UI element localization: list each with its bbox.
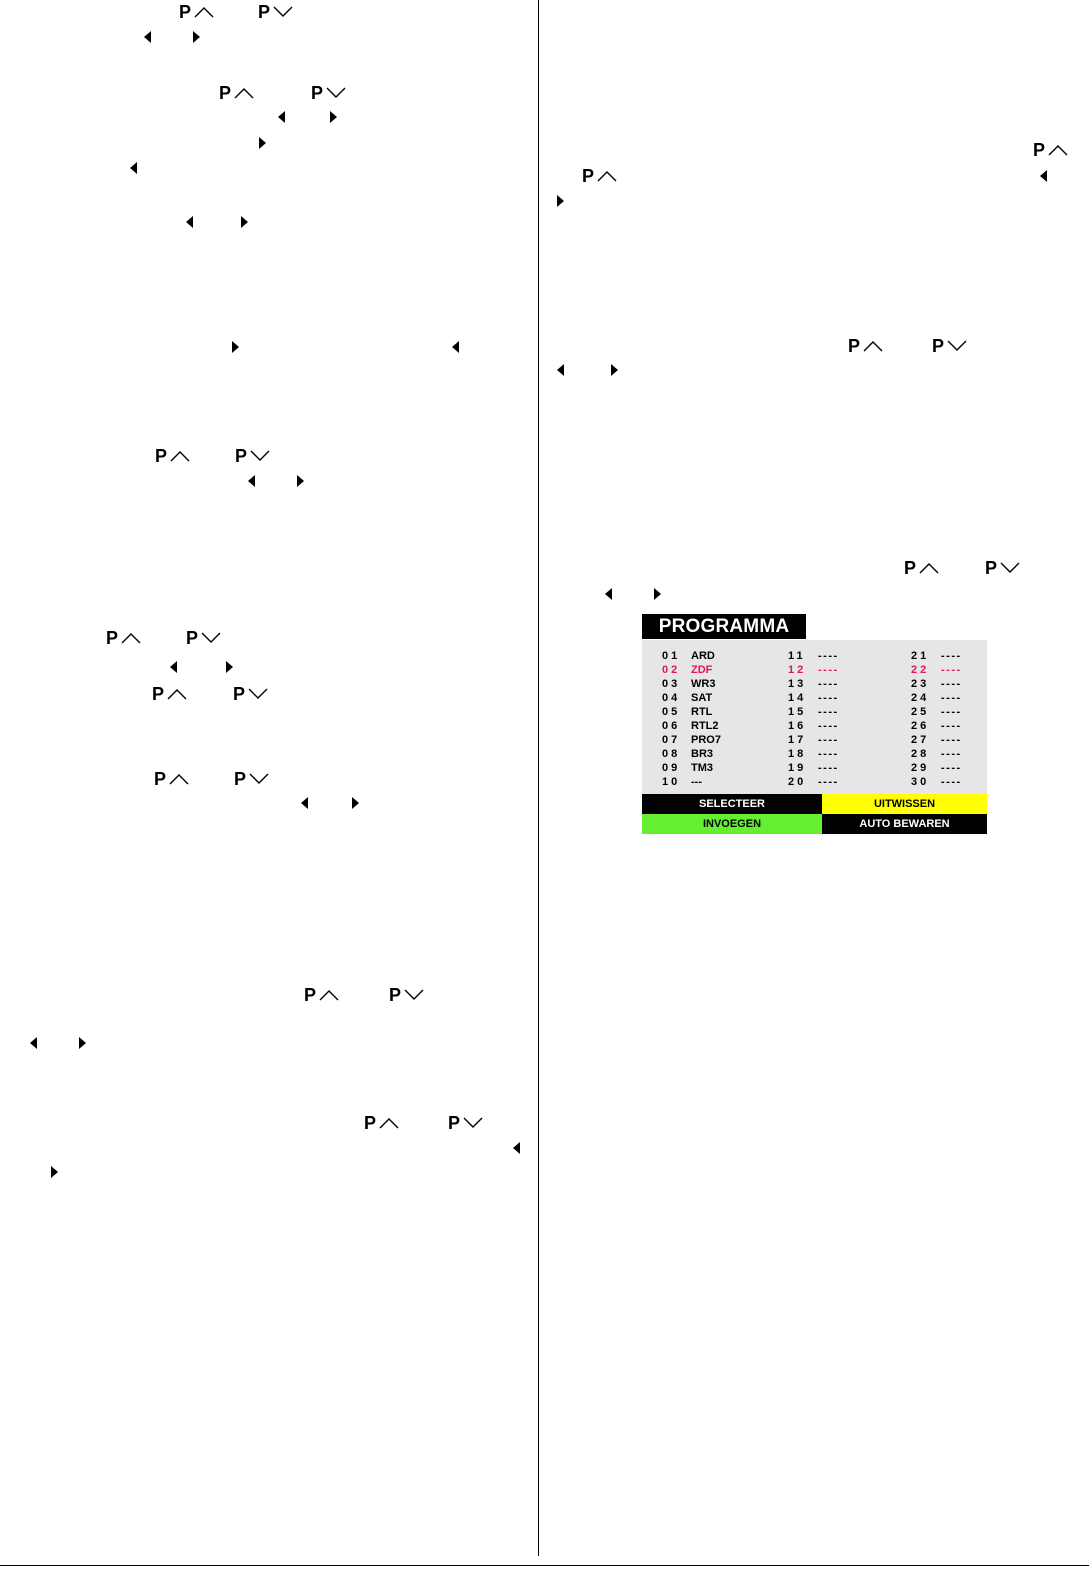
channel-name: BR3 — [691, 748, 714, 760]
p-letter: P — [304, 985, 317, 1005]
channel-number: 18 — [788, 748, 807, 760]
column-divider — [538, 0, 539, 1556]
table-row[interactable] — [642, 719, 987, 733]
p-letter: P — [932, 336, 945, 356]
channel-table — [642, 640, 987, 794]
triangle-right-icon — [556, 194, 566, 208]
triangle-left-icon — [29, 1036, 39, 1050]
program-up-symbol — [155, 447, 191, 465]
channel-number: 30 — [911, 776, 930, 788]
triangle-left-icon — [185, 215, 195, 229]
p-letter: P — [582, 166, 595, 186]
channel-name: ---- — [941, 776, 962, 788]
chevron-down-icon — [249, 449, 271, 463]
channel-name: ---- — [941, 748, 962, 760]
chevron-up-icon — [169, 449, 191, 463]
chevron-up-icon — [193, 5, 215, 19]
channel-number: 07 — [662, 734, 681, 746]
triangle-left-icon — [247, 474, 257, 488]
channel-name: PRO7 — [691, 734, 721, 746]
channel-name: ---- — [941, 706, 962, 718]
p-letter: P — [155, 446, 168, 466]
triangle-right-icon — [296, 474, 306, 488]
channel-number: 09 — [662, 762, 681, 774]
channel-number: 20 — [788, 776, 807, 788]
program-up-symbol — [1033, 141, 1069, 159]
chevron-down-icon — [999, 561, 1021, 575]
channel-number: 01 — [662, 650, 681, 662]
program-up-symbol — [904, 559, 940, 577]
p-letter: P — [152, 684, 165, 704]
channel-name: ARD — [691, 650, 715, 662]
channel-number: 10 — [662, 776, 681, 788]
program-down-symbol — [186, 629, 222, 647]
channel-name: ---- — [818, 748, 839, 760]
program-up-symbol — [219, 84, 255, 102]
triangle-right-icon — [192, 30, 202, 44]
program-up-symbol — [154, 770, 190, 788]
program-down-symbol — [311, 84, 347, 102]
chevron-up-icon — [1047, 143, 1069, 157]
p-letter: P — [311, 83, 324, 103]
triangle-left-icon — [556, 363, 566, 377]
chevron-down-icon — [462, 1116, 484, 1130]
table-row[interactable] — [642, 677, 987, 691]
programma-osd — [642, 614, 987, 836]
channel-number: 21 — [911, 650, 930, 662]
chevron-up-icon — [166, 687, 188, 701]
p-letter: P — [389, 985, 402, 1005]
triangle-left-icon — [512, 1141, 522, 1155]
chevron-up-icon — [378, 1116, 400, 1130]
program-down-symbol — [985, 559, 1021, 577]
page-footer-rule — [0, 1565, 1089, 1566]
program-down-symbol — [448, 1114, 484, 1132]
triangle-right-icon — [610, 363, 620, 377]
channel-number: 17 — [788, 734, 807, 746]
channel-number: 16 — [788, 720, 807, 732]
program-up-symbol — [152, 685, 188, 703]
triangle-left-icon — [169, 660, 179, 674]
select-button[interactable]: SELECTEER — [642, 794, 822, 814]
delete-button[interactable]: UITWISSEN — [822, 794, 987, 814]
channel-name: ---- — [818, 650, 839, 662]
chevron-down-icon — [325, 86, 347, 100]
triangle-right-icon — [240, 215, 250, 229]
program-up-symbol — [304, 986, 340, 1004]
channel-name: SAT — [691, 692, 713, 704]
table-row[interactable] — [642, 663, 987, 677]
channel-name: ---- — [941, 734, 962, 746]
channel-number: 08 — [662, 748, 681, 760]
channel-name: ---- — [818, 762, 839, 774]
program-down-symbol — [234, 770, 270, 788]
program-up-symbol — [179, 3, 215, 21]
p-letter: P — [233, 684, 246, 704]
program-down-symbol — [389, 986, 425, 1004]
channel-number: 15 — [788, 706, 807, 718]
p-letter: P — [219, 83, 232, 103]
insert-button[interactable]: INVOEGEN — [642, 814, 822, 834]
channel-number: 27 — [911, 734, 930, 746]
channel-name: ---- — [941, 650, 962, 662]
p-letter: P — [186, 628, 199, 648]
channel-name: ---- — [818, 776, 839, 788]
triangle-left-icon — [143, 30, 153, 44]
p-letter: P — [106, 628, 119, 648]
p-letter: P — [448, 1113, 461, 1133]
triangle-right-icon — [231, 340, 241, 354]
channel-number: 26 — [911, 720, 930, 732]
triangle-right-icon — [653, 587, 663, 601]
triangle-left-icon — [277, 110, 287, 124]
chevron-up-icon — [918, 561, 940, 575]
chevron-down-icon — [200, 631, 222, 645]
channel-name: ---- — [941, 664, 962, 676]
triangle-right-icon — [351, 796, 361, 810]
table-row[interactable] — [642, 761, 987, 775]
channel-number: 02 — [662, 664, 681, 676]
program-up-symbol — [848, 337, 884, 355]
program-down-symbol — [258, 3, 294, 21]
channel-number: 13 — [788, 678, 807, 690]
p-letter: P — [364, 1113, 377, 1133]
channel-name: ---- — [941, 692, 962, 704]
channel-number: 12 — [788, 664, 807, 676]
channel-name: ZDF — [691, 664, 713, 676]
channel-name: --- — [691, 776, 702, 788]
triangle-left-icon — [451, 340, 461, 354]
channel-number: 14 — [788, 692, 807, 704]
channel-name: ---- — [941, 762, 962, 774]
chevron-up-icon — [862, 339, 884, 353]
channel-name: RTL — [691, 706, 713, 718]
triangle-right-icon — [78, 1036, 88, 1050]
table-row[interactable] — [642, 705, 987, 719]
channel-number: 04 — [662, 692, 681, 704]
program-up-symbol — [364, 1114, 400, 1132]
triangle-right-icon — [50, 1165, 60, 1179]
table-row[interactable] — [642, 747, 987, 761]
channel-name: ---- — [818, 734, 839, 746]
triangle-left-icon — [300, 796, 310, 810]
channel-number: 29 — [911, 762, 930, 774]
channel-name: ---- — [941, 678, 962, 690]
chevron-up-icon — [233, 86, 255, 100]
channel-number: 25 — [911, 706, 930, 718]
channel-name: WR3 — [691, 678, 716, 690]
channel-name: TM3 — [691, 762, 713, 774]
chevron-down-icon — [946, 339, 968, 353]
channel-number: 11 — [788, 650, 806, 662]
p-letter: P — [985, 558, 998, 578]
channel-name: RTL2 — [691, 720, 719, 732]
channel-number: 03 — [662, 678, 681, 690]
table-row[interactable] — [642, 775, 987, 789]
chevron-down-icon — [272, 5, 294, 19]
p-letter: P — [234, 769, 247, 789]
chevron-up-icon — [596, 169, 618, 183]
triangle-left-icon — [129, 161, 139, 175]
channel-number: 06 — [662, 720, 681, 732]
program-down-symbol — [932, 337, 968, 355]
channel-name: ---- — [941, 720, 962, 732]
chevron-down-icon — [248, 772, 270, 786]
table-row[interactable] — [642, 649, 987, 663]
p-letter: P — [1033, 140, 1046, 160]
p-letter: P — [154, 769, 167, 789]
chevron-down-icon — [247, 687, 269, 701]
triangle-left-icon — [1039, 169, 1049, 183]
channel-number: 24 — [911, 692, 930, 704]
chevron-up-icon — [318, 988, 340, 1002]
channel-name: ---- — [818, 664, 839, 676]
program-up-symbol — [582, 167, 618, 185]
osd-title: PROGRAMMA — [642, 614, 806, 639]
channel-name: ---- — [818, 678, 839, 690]
p-letter: P — [258, 2, 271, 22]
p-letter: P — [235, 446, 248, 466]
channel-number: 23 — [911, 678, 930, 690]
p-letter: P — [179, 2, 192, 22]
triangle-right-icon — [258, 136, 268, 150]
chevron-down-icon — [403, 988, 425, 1002]
chevron-up-icon — [168, 772, 190, 786]
triangle-right-icon — [225, 660, 235, 674]
channel-number: 19 — [788, 762, 807, 774]
p-letter: P — [904, 558, 917, 578]
program-up-symbol — [106, 629, 142, 647]
channel-name: ---- — [818, 692, 839, 704]
p-letter: P — [848, 336, 861, 356]
table-row[interactable] — [642, 691, 987, 705]
triangle-right-icon — [329, 110, 339, 124]
channel-name: ---- — [818, 720, 839, 732]
program-down-symbol — [235, 447, 271, 465]
program-down-symbol — [233, 685, 269, 703]
channel-number: 05 — [662, 706, 681, 718]
channel-name: ---- — [818, 706, 839, 718]
auto-save-button[interactable]: AUTO BEWAREN — [822, 814, 987, 834]
table-row[interactable] — [642, 733, 987, 747]
channel-number: 28 — [911, 748, 930, 760]
triangle-left-icon — [604, 587, 614, 601]
chevron-up-icon — [120, 631, 142, 645]
channel-number: 22 — [911, 664, 930, 676]
